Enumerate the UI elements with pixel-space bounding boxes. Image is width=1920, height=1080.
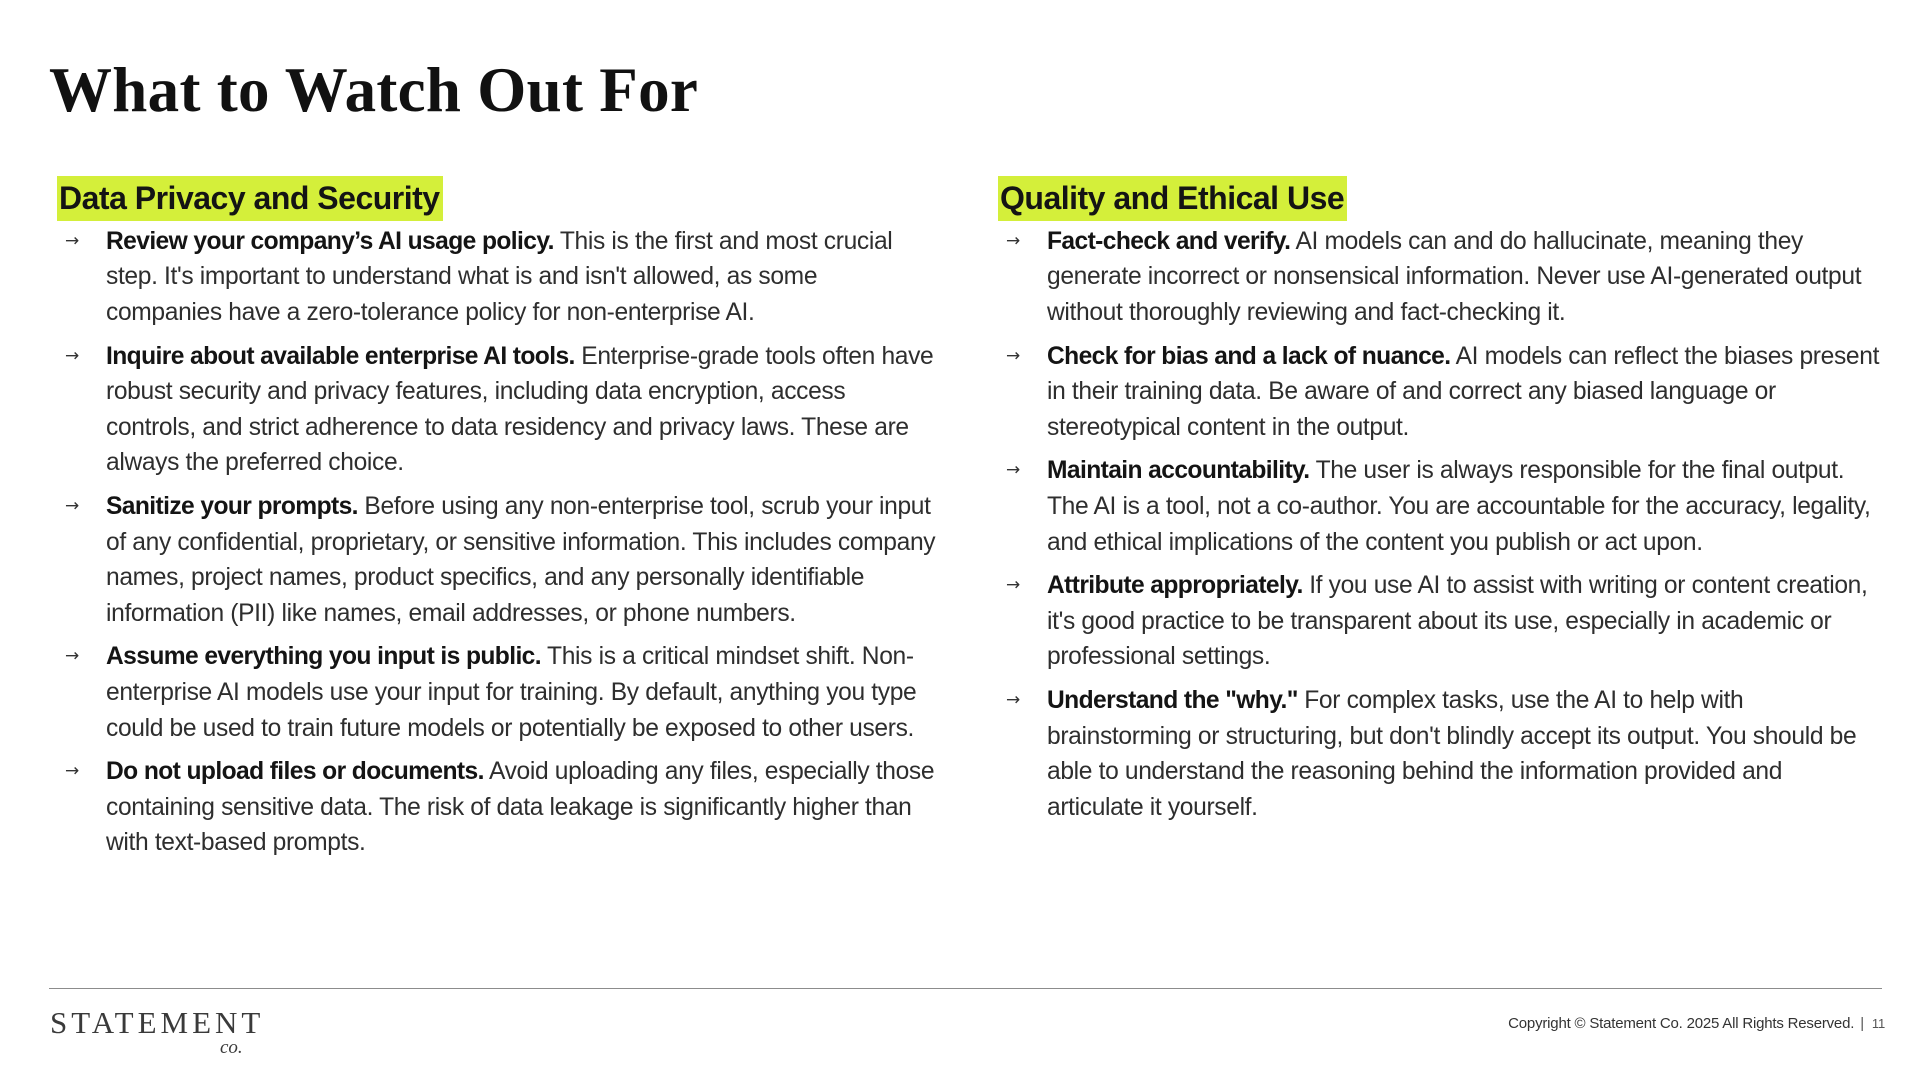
arrow-right-icon: → bbox=[65, 495, 79, 516]
footer-divider bbox=[49, 988, 1882, 989]
section-heading: Quality and Ethical Use bbox=[998, 176, 1347, 221]
arrow-right-icon: → bbox=[1006, 345, 1020, 366]
bullet-text: AI models can reflect the biases present in their training data. Be aware of and correct any biased language or stereotypical content in the output. bbox=[1047, 342, 1880, 441]
bullet-list bbox=[57, 224, 937, 861]
bullet-lead: Review your company’s AI usage policy. bbox=[106, 227, 554, 255]
arrow-right-icon: → bbox=[65, 646, 79, 667]
bullet-lead: Check for bias and a lack of nuance. bbox=[1047, 342, 1451, 370]
arrow-right-icon: → bbox=[1006, 575, 1020, 596]
bullet-lead: Understand the "why." bbox=[1047, 686, 1298, 714]
list-item bbox=[57, 224, 937, 331]
footer-separator: | bbox=[1860, 1015, 1864, 1032]
list-item bbox=[998, 568, 1883, 675]
bullet-text: Enterprise-grade tools often have robust security and privacy features, including data encryption, access controls, and strict adherence to data residency and privacy laws. These are always the preferred choice. bbox=[106, 342, 934, 477]
arrow-right-icon: → bbox=[1006, 689, 1020, 710]
page-title: What to Watch Out For bbox=[49, 55, 699, 125]
bullet-text: If you use AI to assist with writing or content creation, it's good practice to be transparent about its use, especially in academic or professional settings. bbox=[1047, 572, 1868, 671]
bullet-lead: Sanitize your prompts. bbox=[106, 492, 358, 520]
arrow-right-icon: → bbox=[1006, 230, 1020, 251]
section-data-privacy bbox=[57, 176, 937, 869]
bullet-lead: Fact-check and verify. bbox=[1047, 227, 1291, 255]
copyright-text: Copyright © Statement Co. 2025 All Rights Reserved. bbox=[1508, 1015, 1855, 1032]
bullet-lead: Do not upload files or documents. bbox=[106, 758, 484, 786]
section-heading: Data Privacy and Security bbox=[57, 176, 443, 221]
arrow-right-icon: → bbox=[65, 345, 79, 366]
page-number: 11 bbox=[1871, 1016, 1885, 1031]
bullet-lead: Maintain accountability. bbox=[1047, 457, 1310, 485]
list-item bbox=[57, 639, 937, 746]
arrow-right-icon: → bbox=[1006, 460, 1020, 481]
footer-info bbox=[1508, 1015, 1885, 1032]
bullet-text: For complex tasks, use the AI to help with brainstorming or structuring, but don't blindly accept its output. You should be able to understand the reasoning behind the information provided and articulate it yourself. bbox=[1047, 686, 1857, 821]
bullet-text: This is the first and most crucial step. It's important to understand what is and isn't allowed, as some companies have a zero-tolerance policy for non-enterprise AI. bbox=[106, 227, 893, 326]
bullet-text: Before using any non-enterprise tool, scrub your input of any confidential, proprietary, or sensitive information. This includes company names, project names, product specifics, and any personally identifiable information (PII) like names, email addresses, or phone numbers. bbox=[106, 492, 936, 627]
bullet-lead: Assume everything you input is public. bbox=[106, 643, 541, 671]
list-item bbox=[998, 224, 1883, 331]
list-item bbox=[998, 339, 1883, 446]
bullet-lead: Attribute appropriately. bbox=[1047, 572, 1303, 600]
list-item bbox=[57, 489, 937, 631]
bullet-list bbox=[998, 224, 1883, 826]
list-item bbox=[998, 453, 1883, 560]
arrow-right-icon: → bbox=[65, 230, 79, 251]
logo-wordmark: STATEMENT bbox=[50, 1005, 265, 1040]
bullet-lead: Inquire about available enterprise AI tools. bbox=[106, 342, 575, 370]
list-item bbox=[57, 754, 937, 861]
bullet-text: The user is always responsible for the final output. The AI is a tool, not a co-author. You are accountable for the accuracy, legality, and ethical implications of the content you publish or act upon. bbox=[1047, 457, 1871, 556]
arrow-right-icon: → bbox=[65, 761, 79, 782]
bullet-text: This is a critical mindset shift. Non-enterprise AI models use your input for training. By default, anything you type could be used to train future models or potentially be exposed to other users. bbox=[106, 643, 917, 742]
list-item bbox=[998, 683, 1883, 825]
statement-co-logo bbox=[50, 1005, 280, 1065]
bullet-text: Avoid uploading any files, especially those containing sensitive data. The risk of data leakage is significantly higher than with text-based prompts. bbox=[106, 758, 935, 857]
bullet-text: AI models can and do hallucinate, meaning they generate incorrect or nonsensical information. Never use AI-generated output without thoroughly reviewing and fact-checking it. bbox=[1047, 227, 1862, 326]
section-quality-ethics bbox=[998, 176, 1883, 833]
list-item bbox=[57, 339, 937, 481]
logo-script: co. bbox=[220, 1037, 243, 1058]
